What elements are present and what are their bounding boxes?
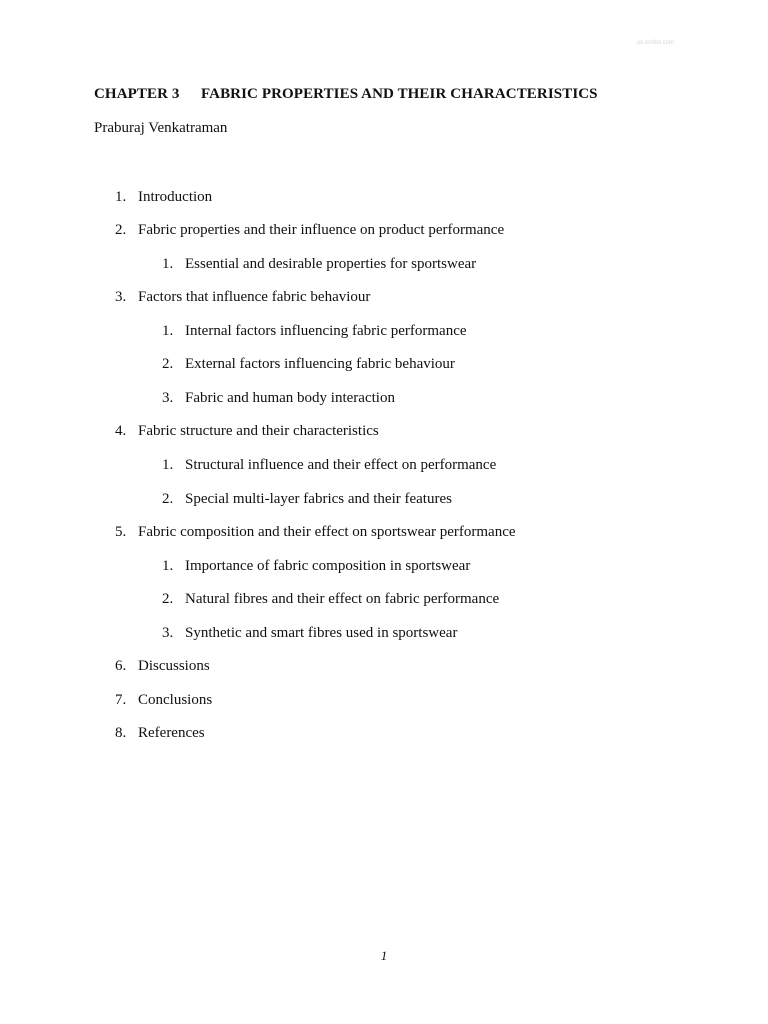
toc-entry (115, 523, 516, 541)
toc-entry-number: 7. (115, 692, 127, 708)
toc-entry-number: 1. (162, 558, 174, 574)
toc-entry-text: Internal factors influencing fabric performance (185, 323, 467, 339)
toc-entry-text: Conclusions (138, 692, 213, 708)
chapter-number: CHAPTER 3 (94, 86, 180, 102)
toc-subentry (162, 557, 470, 575)
toc-entry-text: Fabric structure and their characteristics (138, 423, 379, 439)
toc-entry-number: 2. (162, 591, 174, 607)
toc-entry-text: References (138, 725, 205, 741)
toc-entry-text: Discussions (138, 658, 210, 674)
toc-entry-text: Introduction (138, 189, 213, 205)
toc-entry (115, 691, 212, 709)
toc-subentry (162, 355, 455, 373)
toc-entry-text: Factors that influence fabric behaviour (138, 289, 371, 305)
toc-subentry (162, 322, 467, 340)
toc-entry-number: 1. (162, 256, 174, 272)
toc-entry-number: 2. (162, 491, 174, 507)
toc-entry-text: Fabric composition and their effect on sportswear performance (138, 524, 516, 540)
toc-entry-text: Synthetic and smart fibres used in sportswear (185, 625, 458, 641)
toc-entry-number: 1. (162, 323, 174, 339)
chapter-title: FABRIC PROPERTIES AND THEIR CHARACTERISTICS (201, 86, 598, 102)
toc-entry-text: External factors influencing fabric behaviour (185, 356, 455, 372)
toc-entry (115, 657, 210, 675)
toc-entry-number: 3. (162, 625, 174, 641)
toc-entry-number: 8. (115, 725, 127, 741)
toc-subentry (162, 456, 496, 474)
toc-subentry (162, 590, 499, 608)
toc-entry-text: Fabric properties and their influence on product performance (138, 222, 505, 238)
toc-subentry (162, 255, 476, 273)
toc-entry-text: Structural influence and their effect on performance (185, 457, 497, 473)
toc-entry-text: Natural fibres and their effect on fabric performance (185, 591, 500, 607)
toc-subentry (162, 490, 452, 508)
toc-entry-text: Importance of fabric composition in sportswear (185, 558, 471, 574)
page-number: 1 (380, 948, 388, 963)
toc-entry (115, 724, 205, 742)
toc-entry-number: 6. (115, 658, 127, 674)
toc-entry-number: 2. (162, 356, 174, 372)
toc-entry-number: 1. (115, 189, 127, 205)
toc-subentry (162, 624, 457, 642)
toc-entry-number: 4. (115, 423, 127, 439)
toc-entry-text: Fabric and human body interaction (185, 390, 395, 406)
toc-entry-number: 3. (162, 390, 174, 406)
toc-entry-number: 1. (162, 457, 174, 473)
toc-entry-number: 5. (115, 524, 127, 540)
toc-subentry (162, 389, 395, 407)
watermark-text: uk.scribd.com (636, 40, 674, 46)
toc-entry-number: 3. (115, 289, 127, 305)
toc-entry (115, 188, 212, 206)
toc-entry-text: Special multi-layer fabrics and their features (185, 491, 452, 507)
toc-entry (115, 422, 379, 440)
toc-entry (115, 221, 504, 239)
toc-entry (115, 288, 370, 306)
chapter-author: Praburaj Venkatraman (94, 120, 228, 136)
toc-entry-number: 2. (115, 222, 127, 238)
toc-entry-text: Essential and desirable properties for sportswear (185, 256, 477, 272)
